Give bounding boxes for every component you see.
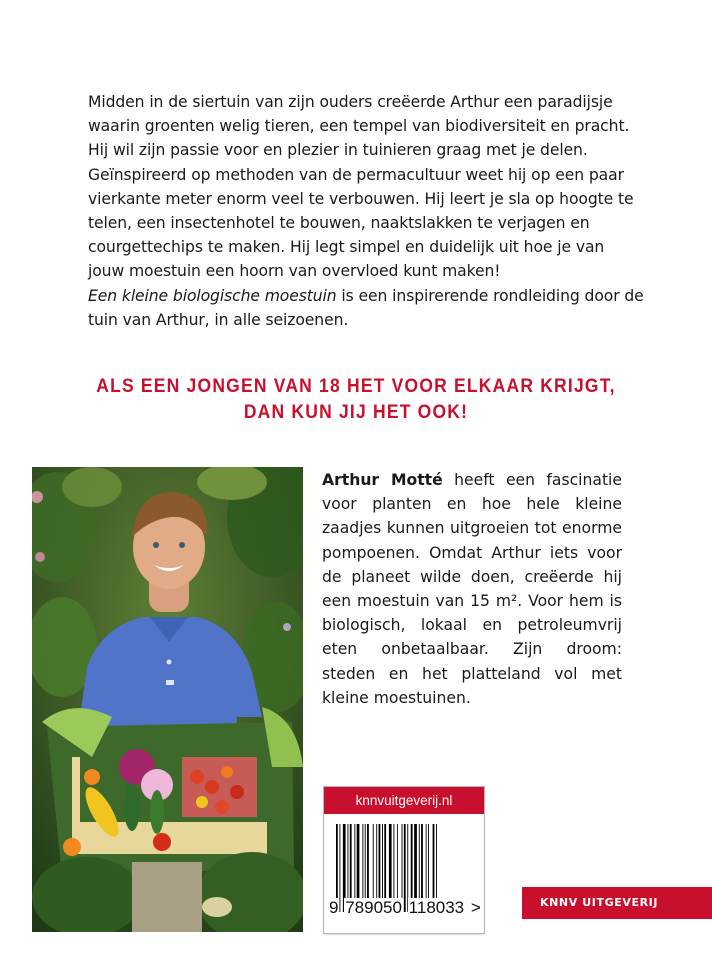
isbn-group-1: 789050: [345, 898, 402, 917]
isbn-number: [328, 898, 482, 918]
author-name: Arthur Motté: [322, 471, 443, 489]
isbn-first-digit: 9: [329, 898, 339, 917]
blurb-closing: [88, 284, 644, 332]
blurb-text: Midden in de siertuin van zijn ouders creëerde Arthur een paradijsje waarin groenten welig tieren, een tempel van biodiversiteit en pracht. Hij wil zijn passie voor en plezier in tuinieren graag met je delen. Geïnspireerd op methoden van de permacultuur weet hij op een paar vierkante meter enorm veel te verbouwen. Hij leert je sla op hoogte te telen, een insectenhotel te bouwen, naaktslakken te verjagen en courgettechips te maken. Hij legt simpel en duidelijk uit hoe je van jouw moestuin een hoorn van overvloed kunt maken!: [88, 93, 634, 281]
publisher-logo: KNNV UITGEVERIJ: [522, 887, 712, 919]
blurb-paragraph: [88, 90, 644, 284]
blurb-closing-text: is een inspirerende rondleiding door de tuin van Arthur, in alle seizoenen.: [88, 286, 644, 329]
author-bio-paragraph: [322, 468, 622, 710]
author-bio: [322, 468, 622, 710]
author-bio-text: heeft een fascinatie voor planten en hoe hele kleine zaadjes kunnen uitgroeien tot enorme pompoenen. Omdat Arthur iets voor de planeet wilde doen, creëerde hij een moestuin van 15 m². Voor hem is biologisch, lokaal en petroleumvrij eten onbetaalbaar. Zijn droom: steden en het platteland vol met kleine moestuinen.: [322, 471, 622, 707]
slogan-line-1: ALS EEN JONGEN VAN 18 HET VOOR ELKAAR KRIJGT,: [96, 374, 616, 397]
vegetable-crate: [42, 707, 303, 877]
slogan-line-2: DAN KUN JIJ HET OOK!: [243, 399, 469, 423]
book-title: Een kleine biologische moestuin: [88, 286, 337, 305]
isbn-arrow: >: [470, 898, 481, 917]
lower-foliage: [32, 852, 303, 932]
isbn-group-2: 118033: [408, 898, 465, 917]
slogan: [60, 373, 652, 425]
back-cover-blurb: [88, 90, 644, 332]
author-photo: [32, 467, 303, 932]
barcode-box: [323, 786, 485, 934]
author-photo-illustration: [32, 467, 303, 932]
publisher-website[interactable]: knnvuitgeverij.nl: [324, 787, 484, 814]
